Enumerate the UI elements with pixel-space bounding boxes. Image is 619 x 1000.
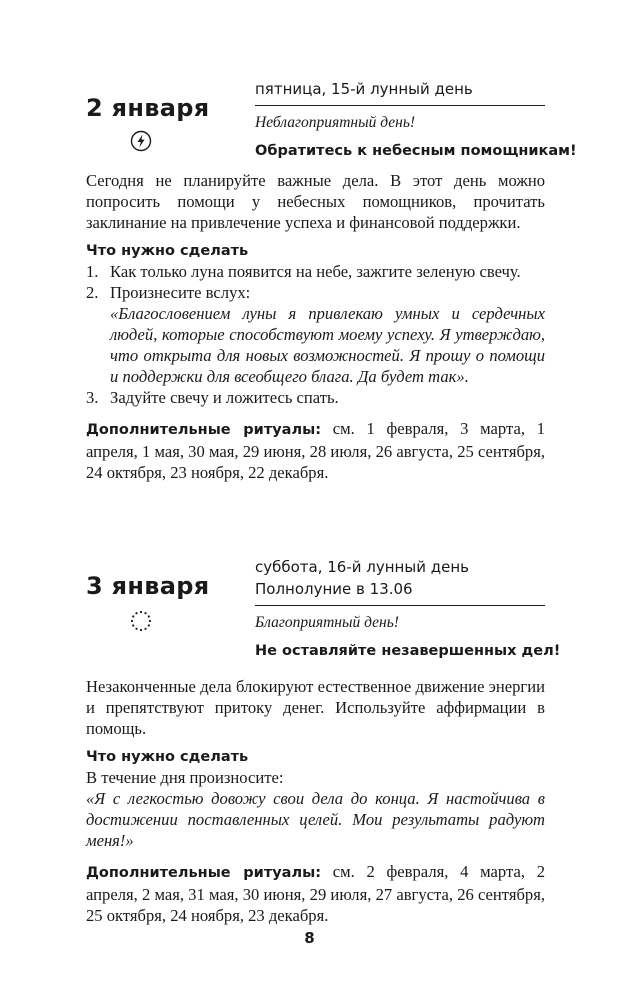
divider	[255, 105, 545, 106]
date-heading: 2 января	[86, 94, 210, 122]
spell-quote: «Благословением луны я привлекаю умных и сердечных людей, которые способствуют моему успеху. Я утверждаю, что открыта для новых возможностей. Я прошу о помощи и поддержки для всеобщего блага. Да будет так».	[110, 304, 545, 386]
day-info	[255, 556, 561, 662]
extra-rituals-dates: см. 2 февраля, 4 марта, 2 апреля, 2 мая, 31 мая, 30 июня, 29 июля, 27 августа, 26 сентября, 25 октября, 24 ноября, 23 декабря.	[86, 862, 546, 925]
full-moon-dotted-icon	[130, 610, 152, 632]
affirmation-quote: «Я с легкостью довожу свои дела до конца. Я настойчива в достижении поставленных целей. Мои результаты радуют меня!»	[86, 789, 545, 850]
todo-title: Что нужно сделать	[86, 749, 249, 765]
step-number: 2.	[86, 283, 99, 302]
intro-paragraph: Сегодня не планируйте важные дела. В этот день можно попросить помощи у небесных помощников, прочитать заклинание на привлечение успеха и финансовой поддержки.	[86, 171, 545, 232]
step-text: Произнесите вслух:	[110, 283, 251, 302]
day-type: Неблагоприятный день!	[255, 114, 416, 131]
step-text: Как только луна появится на небе, зажгите зеленую свечу.	[110, 262, 521, 281]
entry-january-2	[86, 78, 577, 483]
entry-header	[86, 556, 561, 676]
advice-heading: Обратитесь к небесным помощникам!	[255, 143, 577, 159]
step-number: 1.	[86, 262, 99, 281]
extra-rituals-label: Дополнительные ритуалы:	[86, 865, 322, 881]
entry-january-3	[86, 556, 561, 926]
intro-paragraph: Незаконченные дела блокируют естественное движение энергии и препятствуют притоку денег. Используйте аффирмации в помощь.	[86, 677, 545, 738]
lightning-circle-icon	[130, 130, 152, 152]
list-item	[86, 282, 545, 387]
page-number: 8	[304, 929, 315, 947]
list-item	[86, 387, 545, 408]
advice-heading: Не оставляйте незавершенных дел!	[255, 643, 561, 659]
steps-list	[86, 261, 545, 408]
extra-rituals-label: Дополнительные ритуалы:	[86, 422, 322, 438]
todo-title: Что нужно сделать	[86, 243, 249, 259]
divider	[255, 605, 545, 606]
extra-rituals	[86, 418, 545, 483]
entry-header	[86, 78, 577, 170]
full-moon-time: Полнолуние в 13.06	[255, 580, 413, 598]
extra-rituals-dates: см. 1 февраля, 3 марта, 1 апреля, 1 мая, 30 мая, 29 июня, 28 июля, 26 августа, 25 сентября, 24 октября, 23 ноября, 22 декабря.	[86, 419, 546, 482]
step-text: Задуйте свечу и ложитесь спать.	[110, 388, 339, 407]
weekday-lunar-day: суббота, 16-й лунный день	[255, 558, 469, 576]
extra-rituals	[86, 861, 545, 926]
day-type: Благоприятный день!	[255, 614, 399, 631]
list-item	[86, 261, 545, 282]
date-heading: 3 января	[86, 572, 210, 600]
instruction-text: В течение дня произносите:	[86, 768, 284, 787]
weekday-lunar-day: пятница, 15-й лунный день	[255, 80, 473, 98]
step-number: 3.	[86, 388, 99, 407]
day-info	[255, 78, 577, 162]
